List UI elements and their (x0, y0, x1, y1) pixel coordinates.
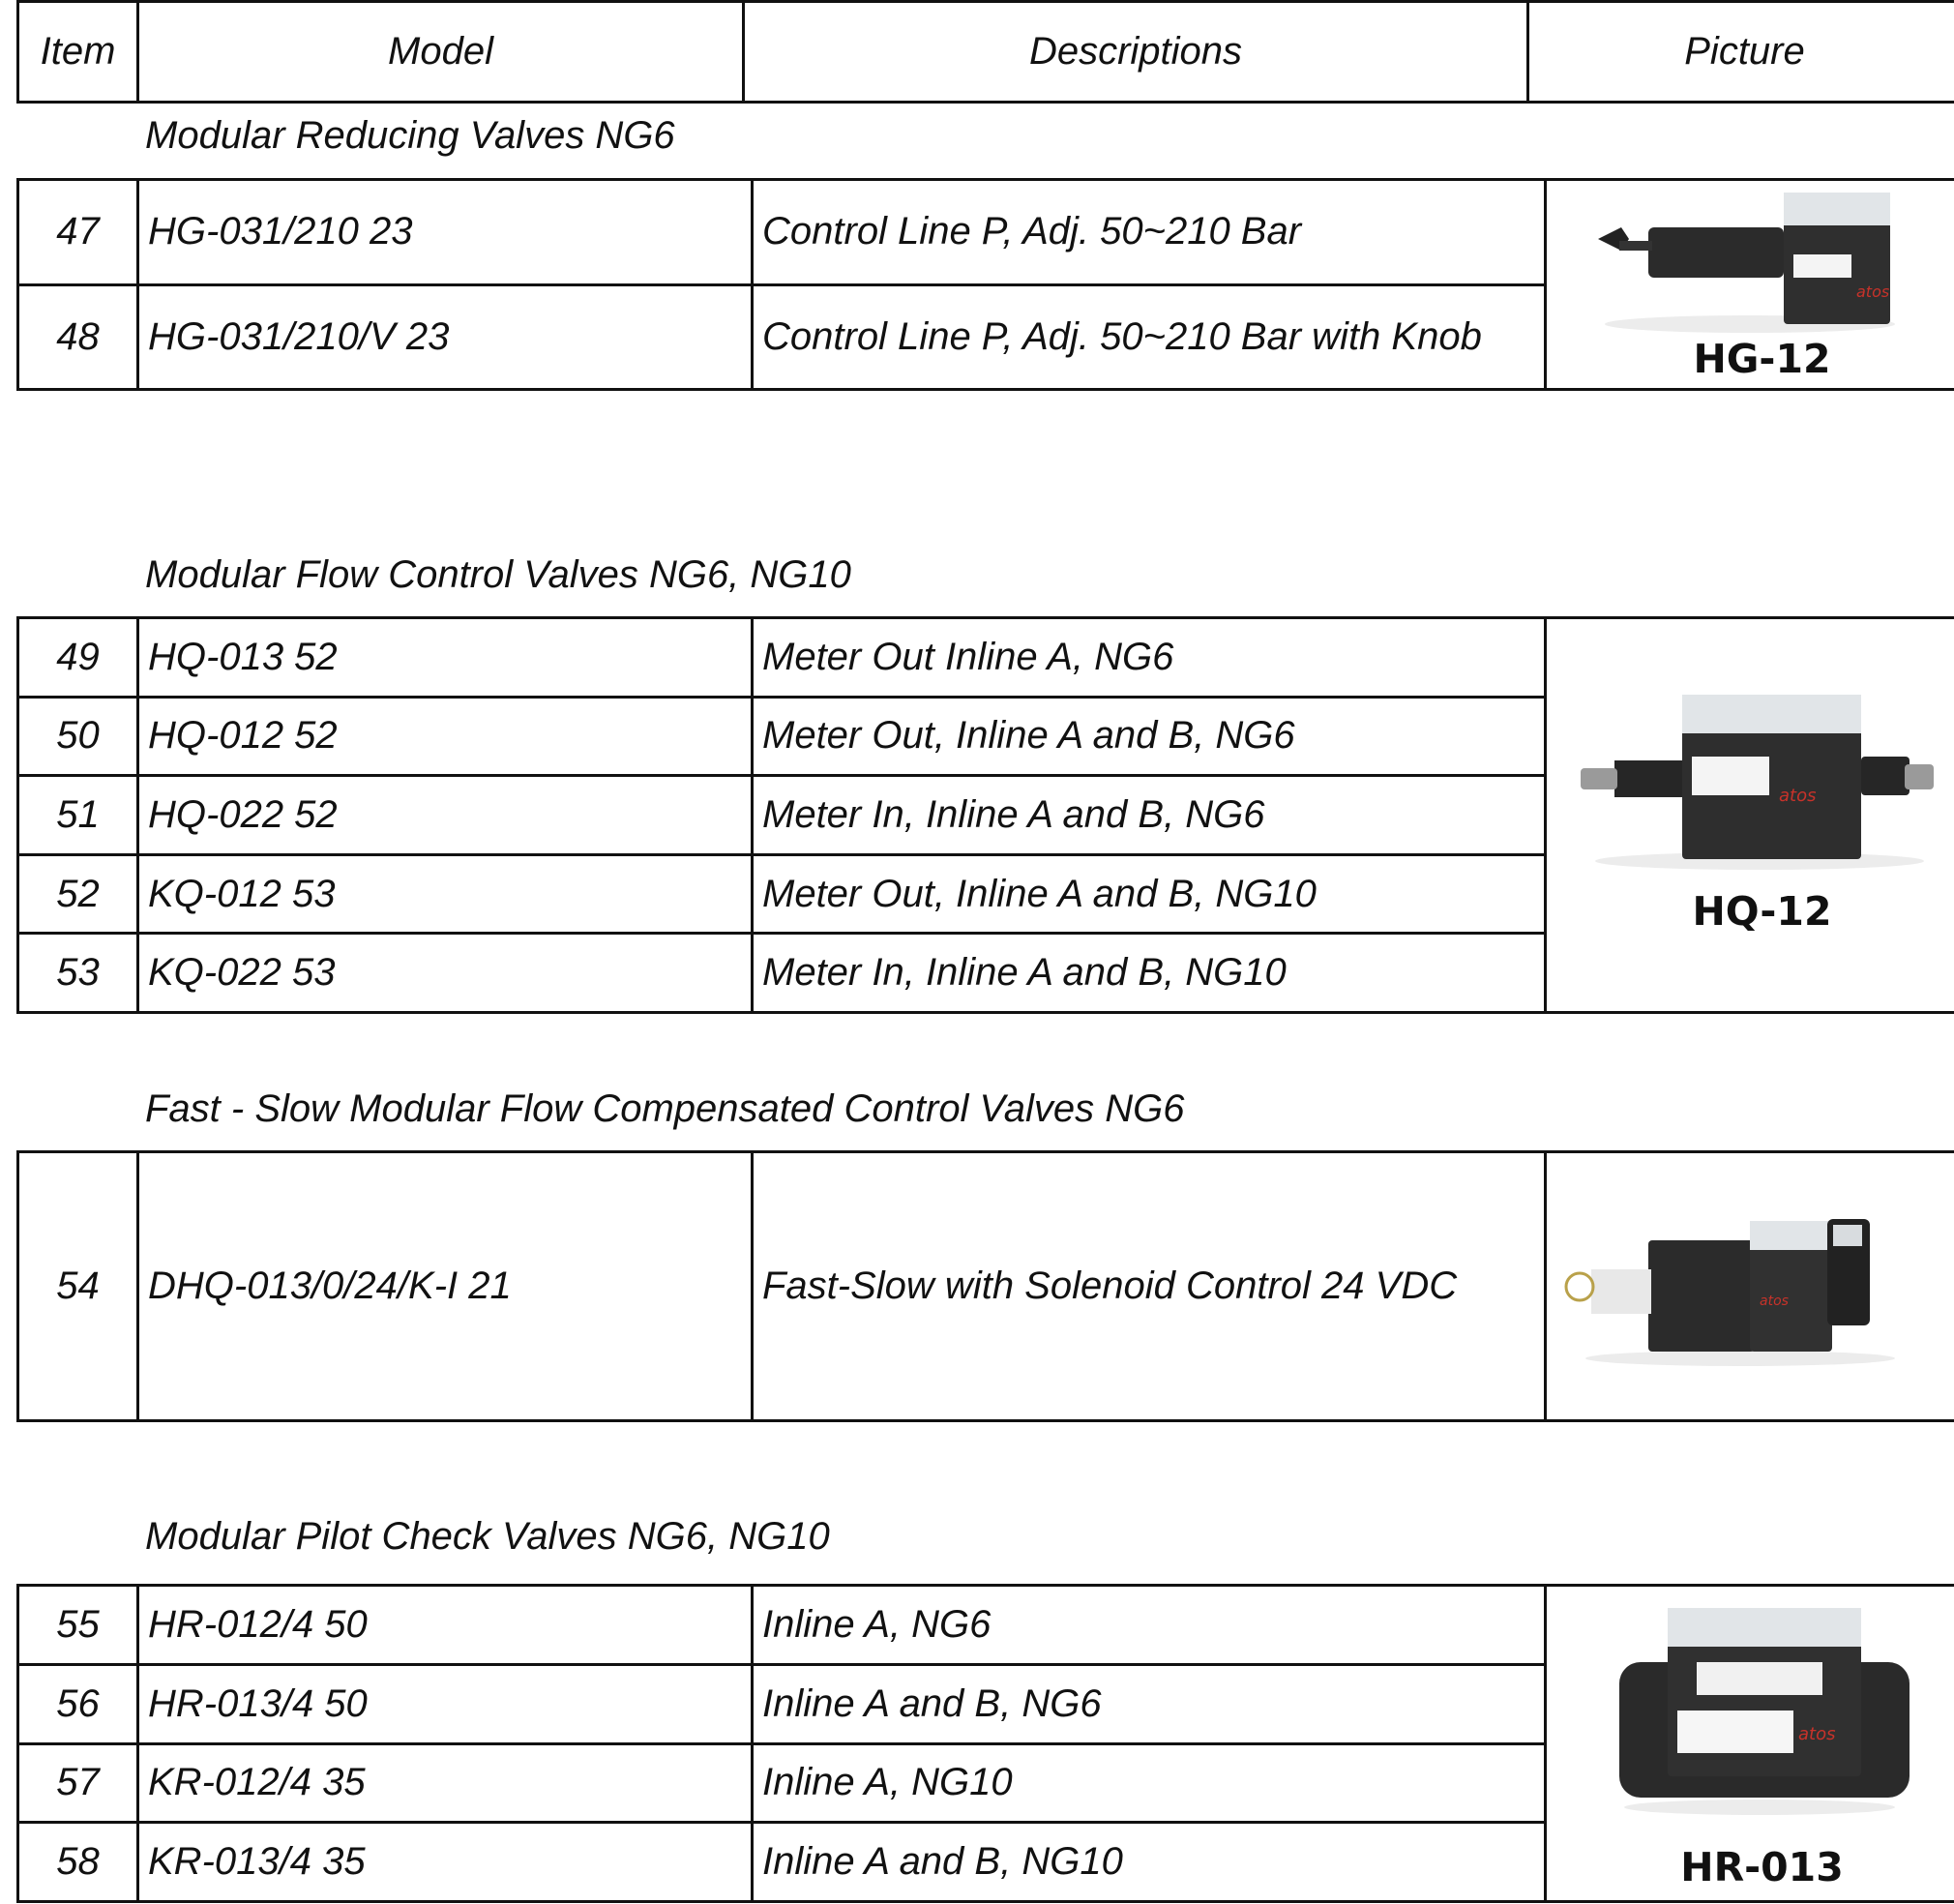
table-row (18, 1586, 1954, 1665)
model-cell: KQ-022 53 (138, 934, 753, 1013)
model-cell: KR-012/4 35 (138, 1743, 753, 1823)
model-cell: HR-012/4 50 (138, 1586, 753, 1665)
item-cell: 57 (18, 1743, 138, 1823)
picture-label: HG-12 (1693, 336, 1831, 382)
header-descriptions: Descriptions (744, 2, 1528, 103)
header-item: Item (18, 2, 138, 103)
description-cell: Inline A and B, NG10 (753, 1823, 1546, 1902)
item-cell: 47 (18, 180, 138, 285)
item-cell: 54 (18, 1152, 138, 1421)
item-cell: 50 (18, 697, 138, 776)
section-title: Modular Reducing Valves NG6 (145, 114, 675, 157)
description-cell: Meter Out, Inline A and B, NG10 (753, 854, 1546, 934)
section-title: Modular Flow Control Valves NG6, NG10 (145, 553, 851, 596)
picture-cell (1546, 1152, 1954, 1421)
description-cell: Meter In, Inline A and B, NG6 (753, 776, 1546, 855)
svg-text:atos: atos (1779, 786, 1817, 806)
table-row (18, 1152, 1954, 1421)
item-cell: 53 (18, 934, 138, 1013)
model-cell: HQ-012 52 (138, 697, 753, 776)
header-picture: Picture (1528, 2, 1954, 103)
model-cell: KR-013/4 35 (138, 1823, 753, 1902)
section-title: Modular Pilot Check Valves NG6, NG10 (145, 1515, 830, 1558)
picture-cell (1546, 180, 1954, 390)
description-cell: Meter Out, Inline A and B, NG6 (753, 697, 1546, 776)
item-cell: 52 (18, 854, 138, 934)
section-title: Fast - Slow Modular Flow Compensated Control Valves NG6 (145, 1087, 1185, 1130)
svg-text:atos: atos (1798, 1724, 1836, 1744)
table-row (18, 180, 1954, 285)
picture-cell (1546, 1586, 1954, 1902)
model-cell: HG-031/210 23 (138, 180, 753, 285)
description-cell: Control Line P, Adj. 50~210 Bar (753, 180, 1546, 285)
valve-photo (1556, 1213, 1905, 1368)
picture-cell (1546, 618, 1954, 1013)
item-cell: 48 (18, 284, 138, 390)
section-table (16, 616, 1954, 1014)
description-cell: Control Line P, Adj. 50~210 Bar with Knob (753, 284, 1546, 390)
description-cell: Inline A, NG10 (753, 1743, 1546, 1823)
description-cell: Meter Out Inline A, NG6 (753, 618, 1546, 698)
item-cell: 51 (18, 776, 138, 855)
table-row (18, 618, 1954, 698)
description-cell: Fast-Slow with Solenoid Control 24 VDC (753, 1152, 1546, 1421)
svg-text:atos: atos (1856, 283, 1890, 301)
item-cell: 58 (18, 1823, 138, 1902)
section-table (16, 1150, 1954, 1422)
section-table (16, 178, 1954, 391)
model-cell: HR-013/4 50 (138, 1664, 753, 1743)
valve-photo (1571, 687, 1948, 871)
valve-photo (1600, 1594, 1919, 1817)
model-cell: HQ-022 52 (138, 776, 753, 855)
picture-label: HQ-12 (1692, 888, 1832, 935)
valve-photo (1590, 189, 1910, 334)
item-cell: 49 (18, 618, 138, 698)
model-cell: DHQ-013/0/24/K-I 21 (138, 1152, 753, 1421)
model-cell: HG-031/210/V 23 (138, 284, 753, 390)
description-cell: Meter In, Inline A and B, NG10 (753, 934, 1546, 1013)
catalog-header (16, 0, 1954, 104)
svg-text:atos: atos (1760, 1293, 1789, 1309)
header-model: Model (138, 2, 744, 103)
item-cell: 56 (18, 1664, 138, 1743)
picture-label: HR-013 (1680, 1844, 1844, 1890)
model-cell: KQ-012 53 (138, 854, 753, 934)
item-cell: 55 (18, 1586, 138, 1665)
model-cell: HQ-013 52 (138, 618, 753, 698)
description-cell: Inline A, NG6 (753, 1586, 1546, 1665)
description-cell: Inline A and B, NG6 (753, 1664, 1546, 1743)
section-table (16, 1584, 1954, 1903)
